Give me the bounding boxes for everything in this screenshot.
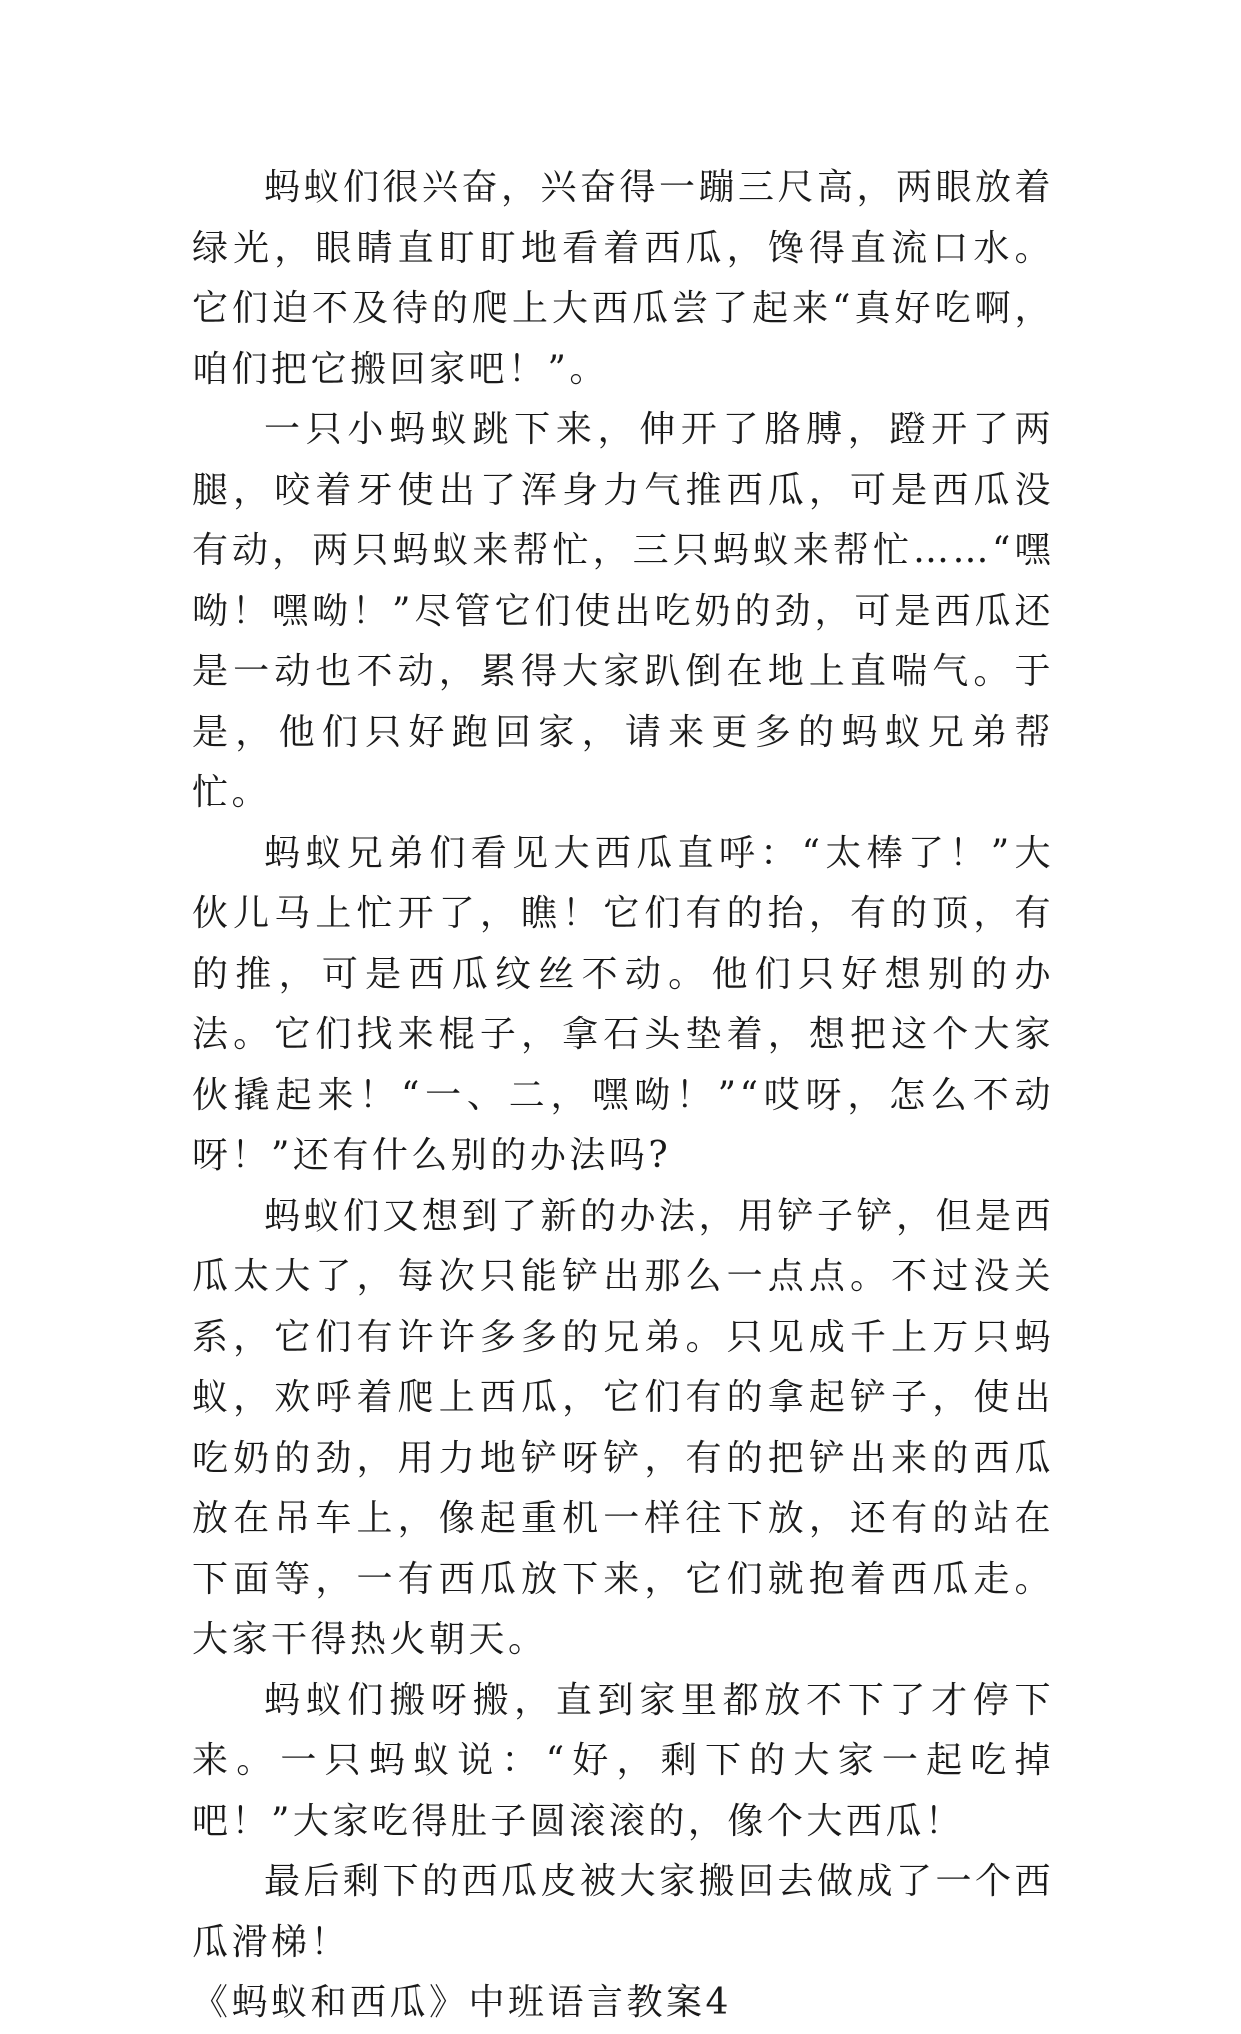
document-body <box>192 158 1054 2034</box>
paragraph-6: 最后剩下的西瓜皮被大家搬回去做成了一个西瓜滑梯！ <box>192 1861 1055 1963</box>
paragraph-1: 蚂蚁们很兴奋，兴奋得一蹦三尺高，两眼放着绿光，眼睛直盯盯地看着西瓜，馋得直流口水。它们迫不及待的爬上大西瓜尝了起来“真好吃啊，咱们把它搬回家吧！”。 <box>192 167 1055 390</box>
paragraph-4: 蚂蚁们又想到了新的办法，用铲子铲，但是西瓜太大了，每次只能铲出那么一点点。不过没关系，它们有许许多多的兄弟。只见成千上万只蚂蚁，欢呼着爬上西瓜，它们有的拿起铲子，使出吃奶的劲，用力地铲呀铲，有的把铲出来的西瓜放在吊车上，像起重机一样往下放，还有的站在下面等，一有西瓜放下来，它们就抱着西瓜走。大家干得热火朝天。 <box>192 1195 1055 1660</box>
paragraph-3: 蚂蚁兄弟们看见大西瓜直呼：“太棒了！”大伙儿马上忙开了，瞧！它们有的抬，有的顶，有的推，可是西瓜纹丝不动。他们只好想别的办法。它们找来棍子，拿石头垫着，想把这个大家伙撬起来！“一、二，嘿呦！”“哎呀，怎么不动呀！”还有什么别的办法吗? <box>192 832 1054 1176</box>
paragraph-2: 一只小蚂蚁跳下来，伸开了胳膊，蹬开了两腿，咬着牙使出了浑身力气推西瓜，可是西瓜没有动，两只蚂蚁来帮忙，三只蚂蚁来帮忙……“嘿呦！嘿呦！”尽管它们使出吃奶的劲，可是西瓜还是一动也不动，累得大家趴倒在地上直喘气。于是，他们只好跑回家，请来更多的蚂蚁兄弟帮忙。 <box>192 409 1054 813</box>
section-heading: 《蚂蚁和西瓜》中班语言教案4 <box>192 1982 732 2023</box>
paragraph-5: 蚂蚁们搬呀搬，直到家里都放不下了才停下来。一只蚂蚁说：“好，剩下的大家一起吃掉吧！”大家吃得肚子圆滚滚的，像个大西瓜！ <box>192 1679 1054 1842</box>
